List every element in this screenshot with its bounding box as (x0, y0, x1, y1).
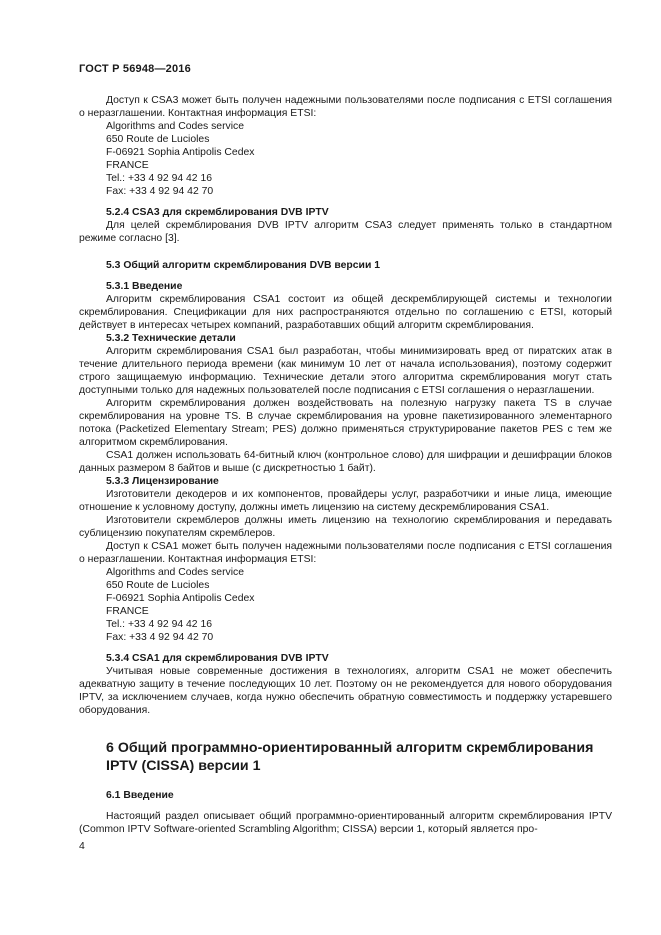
section-5-3-3-heading: 5.3.3 Лицензирование (106, 476, 219, 487)
address-line: FRANCE (106, 160, 149, 171)
section-5-3-4-paragraph: Учитывая новые современные достижения в технологиях, алгоритм CSA1 не может обеспечить адекватную защиту в течение последующих 10 лет. Поэтому он не рекомендуется для нового оборудования IPTV, за исключением случаев, когда нужно обеспечить обратную совместимость и поддержку устаревшего оборудования. (79, 666, 612, 716)
section-5-3-3-paragraph-3: Доступ к CSA1 может быть получен надежными пользователями после подписания с ETSI соглашения о неразглашении. Контактная информация ETSI: (79, 541, 612, 565)
section-5-3-3-paragraph-1: Изготовители декодеров и их компонентов, провайдеры услуг, разработчики и иные лица, имеющие отношение к условному доступу, должны иметь лицензию на систему дескремблирования CSA1. (79, 489, 612, 513)
section-5-3-2-heading: 5.3.2 Технические детали (106, 333, 236, 344)
address-line: Algorithms and Codes service (106, 121, 245, 132)
address-line: Algorithms and Codes service (106, 567, 245, 578)
csa3-access-paragraph: Доступ к CSA3 может быть получен надежными пользователями после подписания с ETSI соглашения о неразглашении. Контактная информация ETSI: (79, 95, 612, 119)
etsi-contact-address (79, 120, 612, 198)
address-line: FRANCE (106, 606, 149, 617)
address-line: 650 Route de Lucioles (106, 134, 210, 145)
address-line: Fax: +33 4 92 94 42 70 (106, 186, 214, 197)
section-5-3-1-heading: 5.3.1 Введение (106, 281, 183, 292)
section-5-2-4-paragraph: Для целей скремблирования DVB IPTV алгоритм CSA3 следует применять только в стандартном режиме согласно [3]. (79, 220, 612, 244)
address-line: Tel.: +33 4 92 94 42 16 (106, 619, 213, 630)
etsi-contact-address (79, 566, 612, 644)
page-content (79, 94, 612, 836)
address-line: F-06921 Sophia Antipolis Cedex (106, 147, 255, 158)
section-5-3-2-paragraph-3: CSA1 должен использовать 64-битный ключ (контрольное слово) для шифрации и дешифрации блоков данных размером 8 байтов и выше (с дискретностью 1 байт). (79, 450, 612, 474)
section-5-3-1-paragraph: Алгоритм скремблирования CSA1 состоит из общей дескремблирующей системы и технологии скремблирования. Спецификации для них распространяются отдельно по соглашению с ETSI, который действует в интересах четырех компаний, разработавших общий алгоритм скремблирования. (79, 294, 612, 331)
section-5-2-4-heading: 5.2.4 CSA3 для скремблирования DVB IPTV (106, 207, 329, 218)
section-6-heading: 6 Общий программно-ориентированный алгоритм скремблирования IPTV (CISSA) версии 1 (106, 740, 594, 774)
address-line: 650 Route de Lucioles (106, 580, 210, 591)
section-6-1-heading: 6.1 Введение (106, 790, 174, 801)
address-line: Fax: +33 4 92 94 42 70 (106, 632, 214, 643)
section-6-1-paragraph: Настоящий раздел описывает общий программно-ориентированный алгоритм скремблирования IPTV (Common IPTV Software-oriented Scrambling Algorithm; CISSA) версии 1, который является про- (79, 811, 612, 835)
section-5-3-heading: 5.3 Общий алгоритм скремблирования DVB версии 1 (106, 260, 380, 271)
page-number: 4 (79, 841, 85, 852)
address-line: Tel.: +33 4 92 94 42 16 (106, 173, 213, 184)
section-5-3-4-heading: 5.3.4 CSA1 для скремблирования DVB IPTV (106, 653, 329, 664)
section-5-3-2-paragraph-2: Алгоритм скремблирования должен воздействовать на полезную нагрузку пакета TS в случае скремблирования на уровне TS. В случае скремблирования на уровне пакетизированного элементарного потока (Packetized Elementary Stream; PES) должно применяться структурирование пакетов PES с тем же алгоритмом скремблирования. (79, 398, 612, 448)
address-line: F-06921 Sophia Antipolis Cedex (106, 593, 255, 604)
section-5-3-3-paragraph-2: Изготовители скремблеров должны иметь лицензию на технологию скремблирования и передавать сублицензию покупателям скремблеров. (79, 515, 612, 539)
page-header-doc-id: ГОСТ Р 56948—2016 (79, 63, 191, 75)
section-5-3-2-paragraph-1: Алгоритм скремблирования CSA1 был разработан, чтобы минимизировать вред от пиратских атак в течение длительного периода времени (как минимум 10 лет от начала использования), поэтому содержит строго защищаемую информацию. Технические детали этого алгоритма скремблирования могут стать доступными только для надежных пользователей после подписания с ETSI соглашения о неразглашении. (79, 346, 612, 396)
